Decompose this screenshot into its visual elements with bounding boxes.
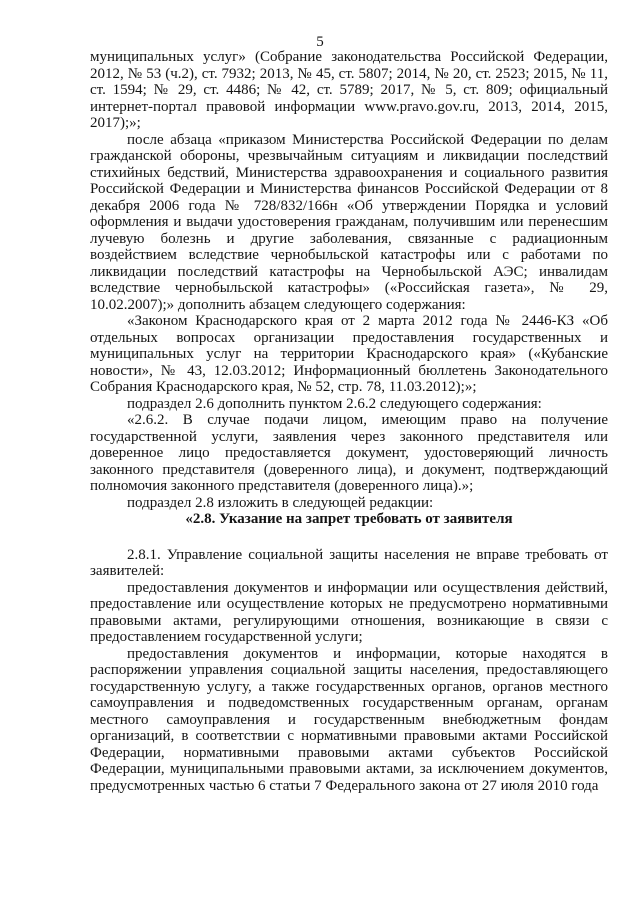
paragraph-2-8-new-wording: подраздел 2.8 изложить в следующей редакции: xyxy=(127,494,434,511)
paragraph-documents-in-possession: предоставления документов и информации, которые находятся в распоряжении управления социальной защиты населения, предоставляющего государственную услугу, а также государственных органов, органов местного самоуправления и подведомственных государственным органам, органам местного самоуправления и государственным внебюджетным фондам организаций, в соответствии с нормативными правовыми актами Российской Федерации, нормативными правовыми актами субъектов Российской Федерации, муниципальными правовыми актами, за исключением документов, предусмотренных частью 6 статьи 7 Федерального закона от 27 июля 2010 года xyxy=(90,645,608,794)
paragraph-insert-after-order: после абзаца «приказом Министерства Российской Федерации по делам гражданской обороны, чрезвычайным ситуациям и ликвидации последствий стихийных бедствий, Министерства здравоохранения и социального развития Российской Федерации и Министерства финансов Российской Федерации от 8 декабря 2006 года № 728/832/166н «Об утверждении Порядка и условий оформления и выдачи удостоверения гражданам, получившим или перенесшим лучевую болезнь и другие заболевания, связанные с радиационным воздействием вследствие чернобыльской катастрофы или с работами по ликвидации последствий катастрофы на Чернобыльской АЭС; инвалидам вследствие чернобыльской катастрофы» («Российская газета», № 29, 10.02.2007);» дополнить абзацем следующего содержания: xyxy=(90,131,608,313)
paragraph-krasnodar-law: «Законом Краснодарского края от 2 марта 2012 года № 2446-КЗ «Об отдельных вопросах организации предоставления государственных и муниципальных услуг на территории Краснодарского края» («Кубанские новости», № 43, 12.03.2012; Информационный бюллетень Законодательного Собрания Краснодарского края, № 52, стр. 78, 11.03.2012);»; xyxy=(90,313,608,395)
paragraph-2-8-1: 2.8.1. Управление социальной защиты населения не вправе требовать от заявителей: xyxy=(90,546,608,579)
document-body xyxy=(90,49,608,794)
paragraph-add-2-6-2: подраздел 2.6 дополнить пунктом 2.6.2 следующего содержания: xyxy=(127,395,542,412)
paragraph-not-required-actions: предоставления документов и информации или осуществления действий, предоставление или осуществление которых не предусмотрено нормативными правовыми актами, регулирующими отношения, возникающие в связи с предоставлением государственной услуги; xyxy=(90,579,608,645)
paragraph-law-sources-continuation: муниципальных услуг» (Собрание законодательства Российской Федерации, 2012, № 53 (ч.2), ст. 7932; 2013, № 45, ст. 5807; 2014, № 20, ст. 2523; 2015, № 11, ст. 1594; № 29, ст. 4486; № 42, ст. 5789; 2017, № 5, ст. 809; официальный интернет-портал правовой информации www.pravo.gov.ru, 2013, 2014, 2015, 2017);»; xyxy=(90,49,608,131)
paragraph-2-6-2-text: «2.6.2. В случае подачи лицом, имеющим право на получение государственной услуги, заявления через законного представителя или доверенное лицо предоставляется документ, удостоверяющий личность законного представителя (доверенного лица), и документ, подтверждающий полномочия законного представителя (доверенного лица).»; xyxy=(90,412,608,494)
page-number: 5 xyxy=(316,34,324,50)
section-heading-2-8: «2.8. Указание на запрет требовать от заявителя xyxy=(185,511,513,527)
